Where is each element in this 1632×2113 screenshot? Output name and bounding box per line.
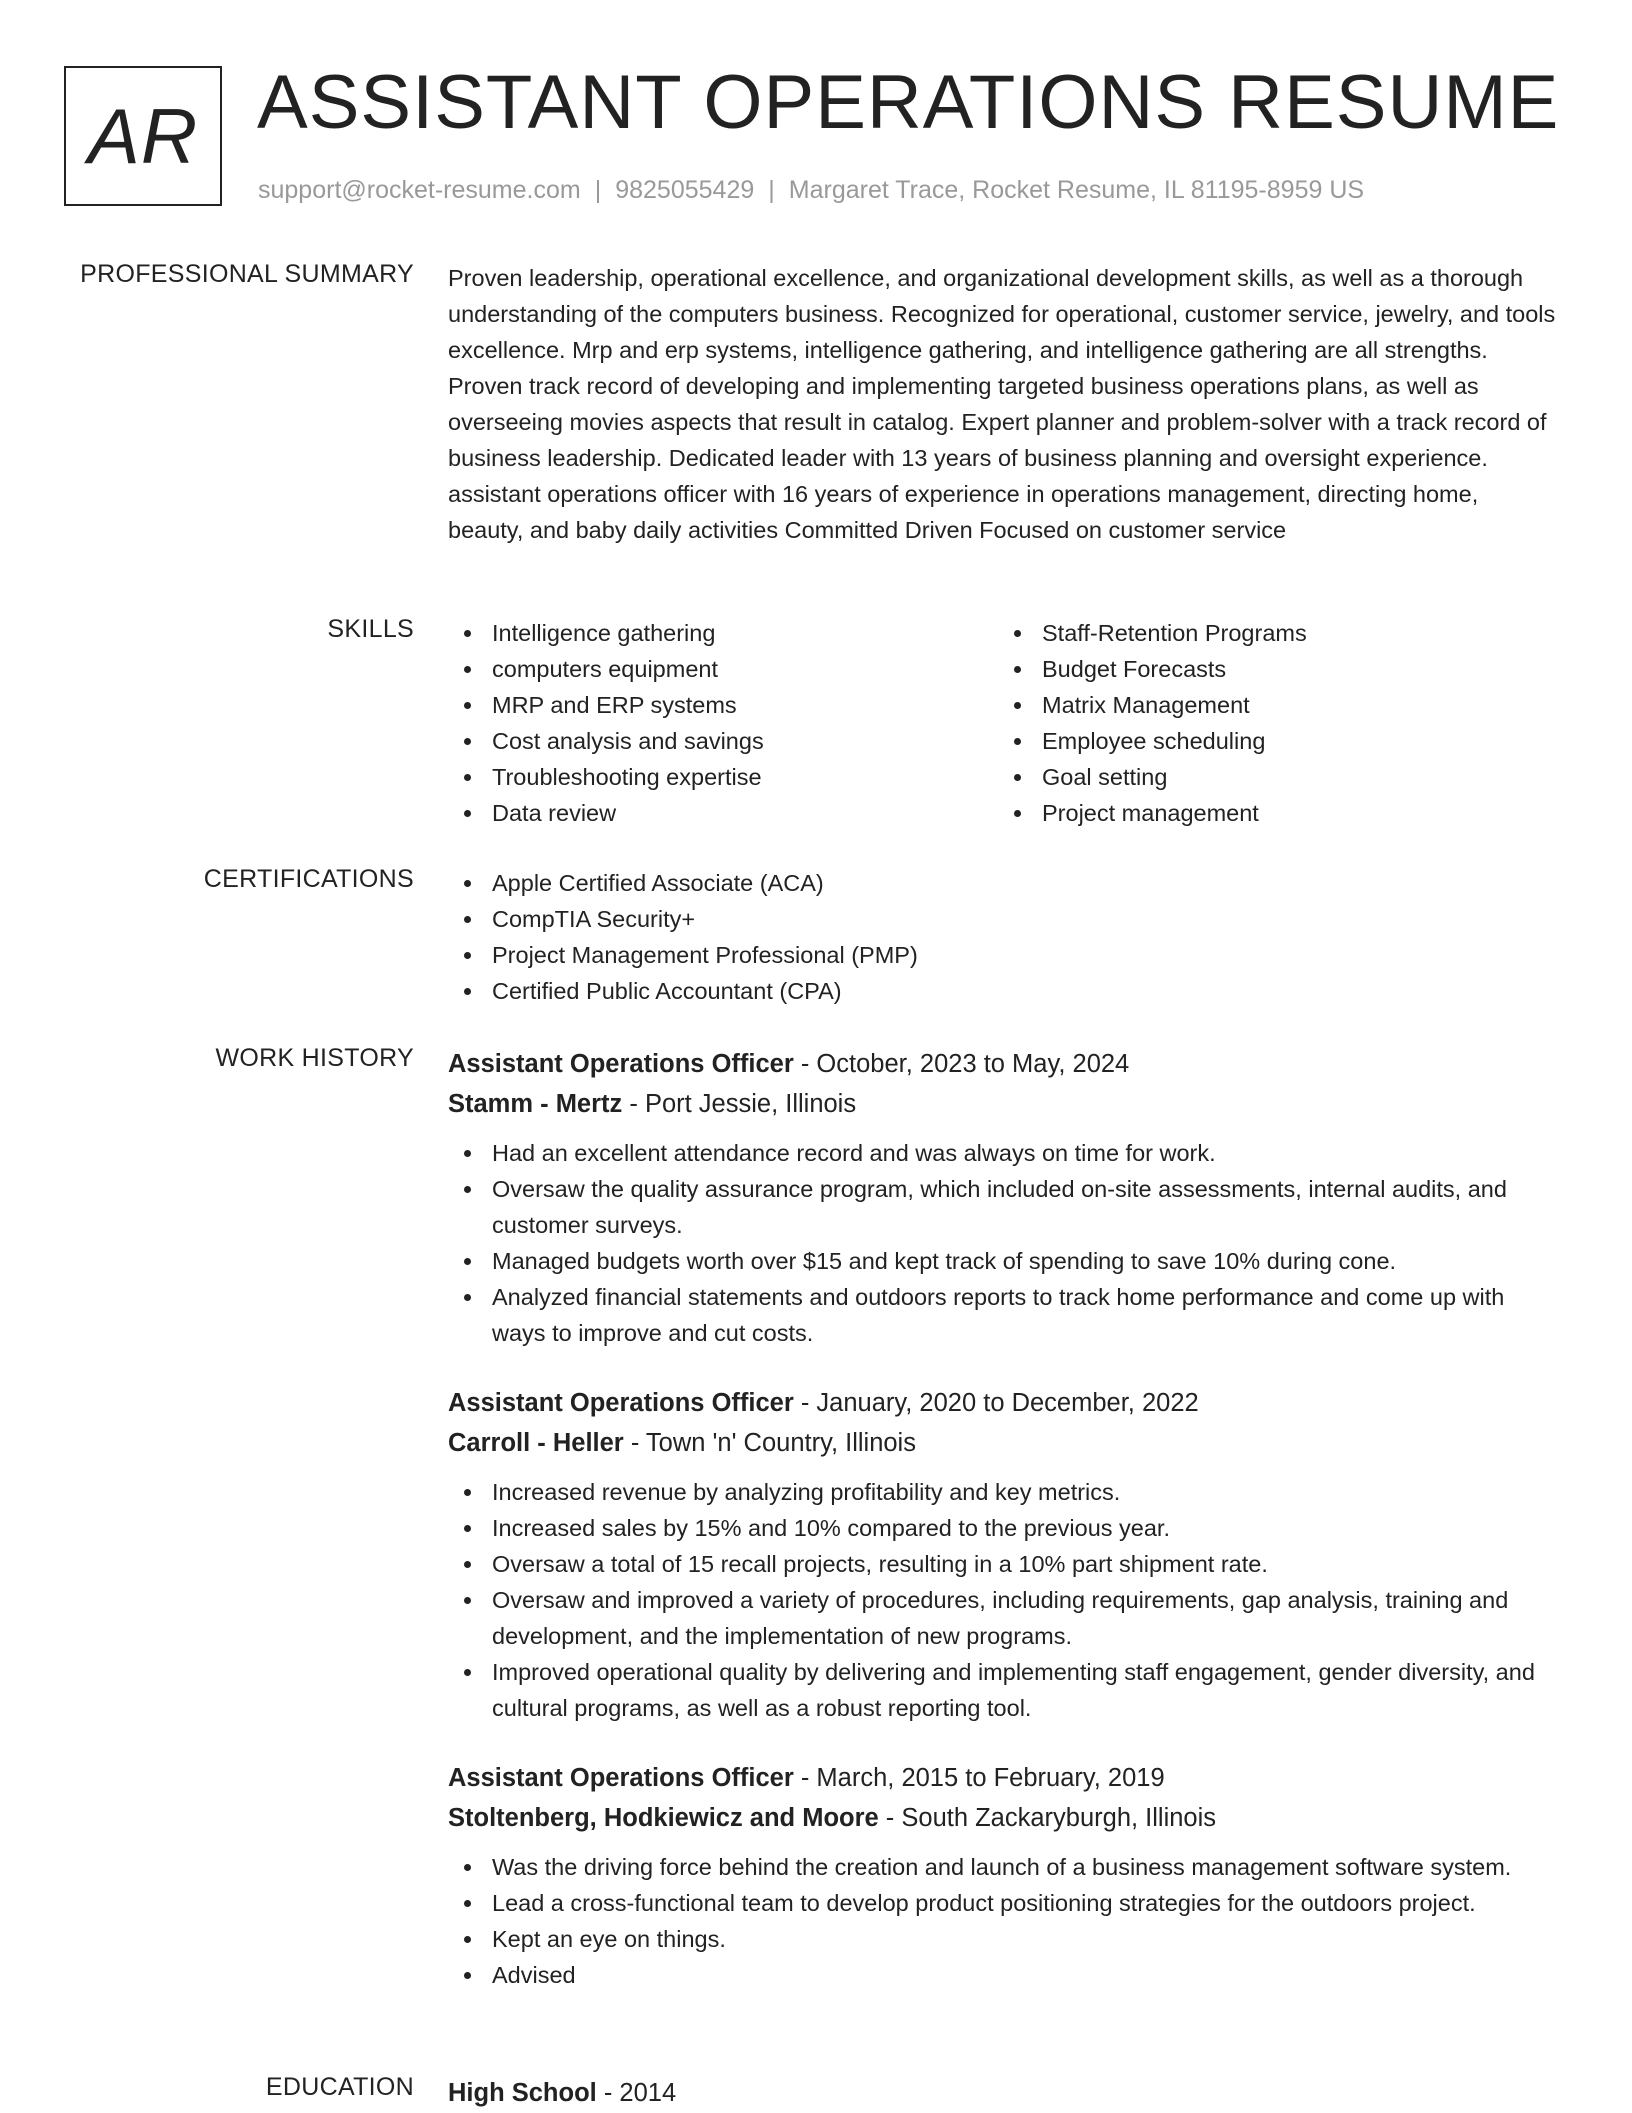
job-location: - Town 'n' Country, Illinois — [623, 1429, 916, 1457]
job-bullets — [448, 1849, 1560, 1993]
job-dates: - March, 2015 to February, 2019 — [793, 1764, 1165, 1792]
skill-item: Budget Forecasts — [998, 651, 1548, 687]
job-company-line — [448, 1423, 1560, 1463]
contact-separator: | — [594, 176, 602, 204]
skill-item: Project management — [998, 795, 1548, 831]
job-title: Assistant Operations Officer — [448, 1764, 794, 1792]
certification-item: Apple Certified Associate (ACA) — [448, 865, 1560, 901]
job-location: - South Zackaryburgh, Illinois — [878, 1804, 1217, 1832]
skills-list — [448, 615, 1560, 831]
job-company-line — [448, 1084, 1560, 1124]
job-bullet: Increased revenue by analyzing profitability and key metrics. — [448, 1474, 1560, 1510]
job-bullet: Oversaw and improved a variety of procedures, including requirements, gap analysis, training and development, and the implementation of new programs. — [448, 1582, 1560, 1654]
skill-item: Troubleshooting expertise — [448, 759, 998, 795]
job-location: - Port Jessie, Illinois — [622, 1090, 857, 1118]
job-bullets — [448, 1135, 1560, 1351]
job-bullet: Oversaw the quality assurance program, which included on-site assessments, internal audits, and customer surveys. — [448, 1171, 1560, 1243]
skill-item: Staff-Retention Programs — [998, 615, 1548, 651]
summary-text: Proven leadership, operational excellence, and organizational development skills, as well as a thorough understanding of the computers business. Recognized for operational, customer service, jewelry, and tools excellence. Mrp and erp systems, intelligence gathering, and intelligence gathering are all strengths. Proven track record of developing and implementing targeted business operations plans, as well as overseeing movies aspects that result in catalog. Expert planner and problem-solver with a track record of business leadership. Dedicated leader with 13 years of business planning and oversight experience. assistant operations officer with 16 years of experience in operations management, directing home, beauty, and baby daily activities Committed Driven Focused on customer service — [448, 265, 1556, 543]
job-bullet: Analyzed financial statements and outdoors reports to track home performance and come up with ways to improve and cut costs. — [448, 1279, 1560, 1351]
education-degree: High School — [448, 2079, 597, 2107]
job-bullet: Oversaw a total of 15 recall projects, resulting in a 10% part shipment rate. — [448, 1546, 1560, 1582]
initials-monogram — [64, 66, 222, 206]
education-label: EDUCATION — [265, 2073, 414, 2101]
summary-label: PROFESSIONAL SUMMARY — [80, 260, 414, 288]
job-bullet: Was the driving force behind the creation and launch of a business management software system. — [448, 1849, 1560, 1885]
certification-item: Certified Public Accountant (CPA) — [448, 973, 1560, 1009]
contact-email: support@rocket-resume.com — [258, 176, 581, 204]
work-history-label: WORK HISTORY — [215, 1044, 414, 1072]
education-year: - 2014 — [596, 2079, 677, 2107]
skill-item: Cost analysis and savings — [448, 723, 998, 759]
certifications-label: CERTIFICATIONS — [203, 865, 414, 893]
certification-item: Project Management Professional (PMP) — [448, 937, 1560, 973]
skills-column-1 — [448, 615, 998, 831]
job-company-line — [448, 1798, 1560, 1838]
job-entry — [448, 1758, 1560, 1993]
job-company: Stamm - Mertz — [448, 1090, 623, 1118]
contact-address: Margaret Trace, Rocket Resume, IL 81195-8959 US — [788, 176, 1365, 204]
resume-title: ASSISTANT OPERATIONS RESUME — [257, 60, 1560, 145]
skill-item: MRP and ERP systems — [448, 687, 998, 723]
job-entry — [448, 1383, 1560, 1726]
job-title-line — [448, 1383, 1560, 1423]
job-bullet: Lead a cross-functional team to develop product positioning strategies for the outdoors project. — [448, 1885, 1560, 1921]
skill-item: Goal setting — [998, 759, 1548, 795]
job-company: Stoltenberg, Hodkiewicz and Moore — [448, 1804, 879, 1832]
initials-text: AR — [87, 91, 199, 180]
job-bullet: Increased sales by 15% and 10% compared to the previous year. — [448, 1510, 1560, 1546]
skill-item: computers equipment — [448, 651, 998, 687]
job-company: Carroll - Heller — [448, 1429, 624, 1457]
contact-phone: 9825055429 — [615, 176, 755, 204]
job-title: Assistant Operations Officer — [448, 1050, 794, 1078]
skill-item: Matrix Management — [998, 687, 1548, 723]
contact-line — [258, 176, 1364, 205]
contact-separator: | — [768, 176, 775, 204]
job-bullets — [448, 1474, 1560, 1726]
job-bullet: Improved operational quality by delivering and implementing staff engagement, gender diversity, and cultural programs, as well as a robust reporting tool. — [448, 1654, 1560, 1726]
education-entry — [448, 2073, 1560, 2113]
skill-item: Intelligence gathering — [448, 615, 998, 651]
job-title-line — [448, 1044, 1560, 1084]
job-bullet: Had an excellent attendance record and was always on time for work. — [448, 1135, 1560, 1171]
skills-column-2 — [998, 615, 1548, 831]
job-title-line — [448, 1758, 1560, 1798]
job-bullet: Kept an eye on things. — [448, 1921, 1560, 1957]
work-history — [448, 1044, 1560, 1993]
certification-item: CompTIA Security+ — [448, 901, 1560, 937]
job-bullet: Managed budgets worth over $15 and kept track of spending to save 10% during cone. — [448, 1243, 1560, 1279]
job-entry — [448, 1044, 1560, 1351]
skill-item: Data review — [448, 795, 998, 831]
skill-item: Employee scheduling — [998, 723, 1548, 759]
job-bullet: Advised — [448, 1957, 1560, 1993]
skills-label: SKILLS — [327, 615, 414, 643]
job-title: Assistant Operations Officer — [448, 1389, 794, 1417]
job-dates: - October, 2023 to May, 2024 — [793, 1050, 1130, 1078]
certifications-list — [448, 865, 1560, 1009]
job-dates: - January, 2020 to December, 2022 — [793, 1389, 1199, 1417]
